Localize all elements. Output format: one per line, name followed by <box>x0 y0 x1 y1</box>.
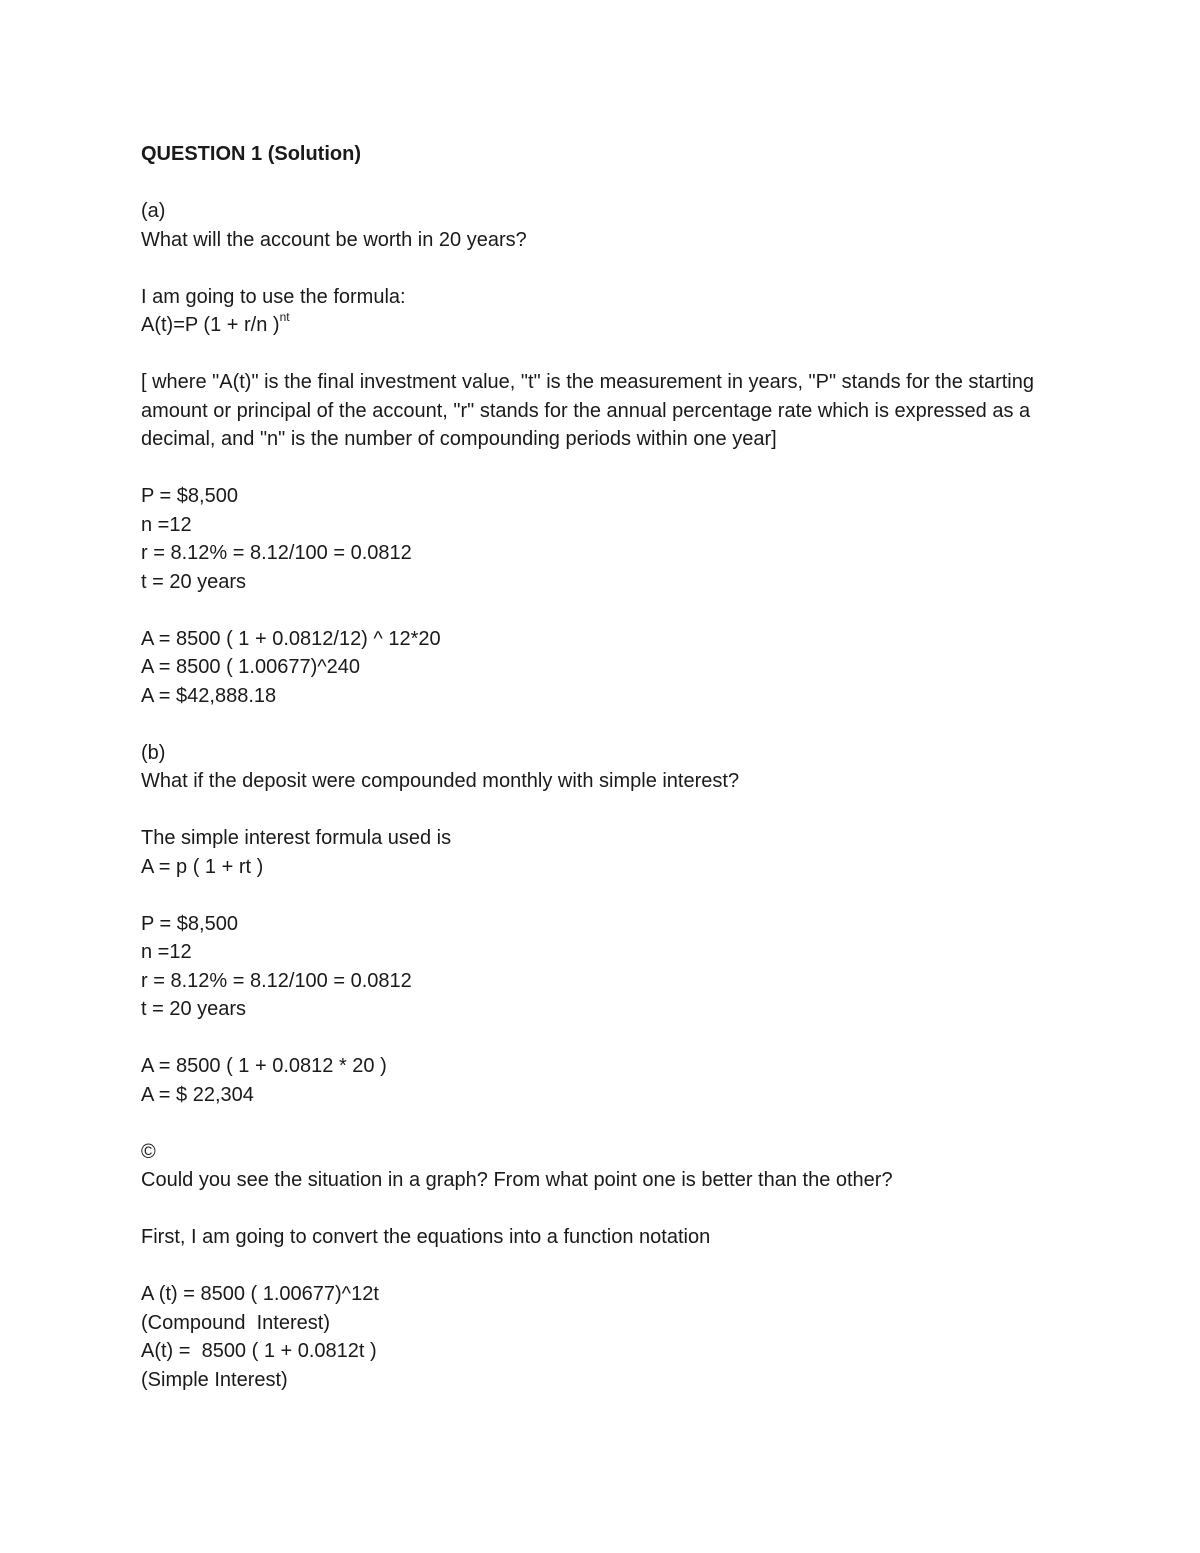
part-c-intro: First, I am going to convert the equations into a function notation <box>141 1226 711 1248</box>
function-caption: (Simple Interest) <box>141 1368 288 1391</box>
function-caption: (Compound Interest) <box>141 1311 330 1334</box>
calc-line: A = 8500 ( 1 + 0.0812/12) ^ 12*20 <box>141 627 441 650</box>
variable-line: r = 8.12% = 8.12/100 = 0.0812 <box>141 969 412 992</box>
calc-line: A = 8500 ( 1 + 0.0812 * 20 ) <box>141 1055 387 1077</box>
part-a-intro: I am going to use the formula: <box>141 285 406 308</box>
spacer <box>141 881 1051 910</box>
part-a-formula <box>141 311 1051 340</box>
document-page <box>141 140 1051 1394</box>
part-c-question: Could you see the situation in a graph? From what point one is better than the other? <box>141 1169 893 1191</box>
spacer <box>141 254 1051 283</box>
part-b-formula: A = p ( 1 + rt ) <box>141 855 264 878</box>
spacer <box>141 454 1051 483</box>
part-a-definition: [ where "A(t)" is the final investment value, "t" is the measurement in years, "P" stands for the starting amount or principal of the account, "r" stands for the annual percentage rate which is expressed as a decimal, and "n" is the number of compounding periods within one year] <box>141 371 1034 450</box>
part-c-label: © <box>141 1140 156 1163</box>
spacer <box>141 340 1051 369</box>
calc-line: A = 8500 ( 1.00677)^240 <box>141 656 361 678</box>
part-b-question: What if the deposit were compounded monthly with simple interest? <box>141 770 740 792</box>
formula-exponent: nt <box>279 310 290 325</box>
spacer <box>141 796 1051 825</box>
calc-result: A = $42,888.18 <box>141 684 277 707</box>
variable-line: t = 20 years <box>141 570 247 593</box>
variable-line: n =12 <box>141 941 192 963</box>
variable-line: P = $8,500 <box>141 485 238 507</box>
function-line: A(t) = 8500 ( 1 + 0.0812t ) <box>141 1340 377 1362</box>
part-b-label: (b) <box>141 741 166 764</box>
function-line: A (t) = 8500 ( 1.00677)^12t <box>141 1283 379 1305</box>
spacer <box>141 169 1051 198</box>
variable-line: t = 20 years <box>141 998 247 1020</box>
part-a-question: What will the account be worth in 20 years? <box>141 228 527 251</box>
spacer <box>141 710 1051 739</box>
spacer <box>141 1252 1051 1281</box>
variable-line: n =12 <box>141 513 192 536</box>
document-title: QUESTION 1 (Solution) <box>141 143 361 165</box>
spacer <box>141 1195 1051 1224</box>
part-b-intro: The simple interest formula used is <box>141 827 452 849</box>
part-a-label: (a) <box>141 200 166 222</box>
spacer <box>141 1109 1051 1138</box>
spacer <box>141 596 1051 625</box>
variable-line: P = $8,500 <box>141 912 238 935</box>
calc-result: A = $ 22,304 <box>141 1083 254 1106</box>
formula-base: A(t)=P (1 + r/n ) <box>141 314 280 336</box>
spacer <box>141 1024 1051 1053</box>
variable-line: r = 8.12% = 8.12/100 = 0.0812 <box>141 542 412 564</box>
